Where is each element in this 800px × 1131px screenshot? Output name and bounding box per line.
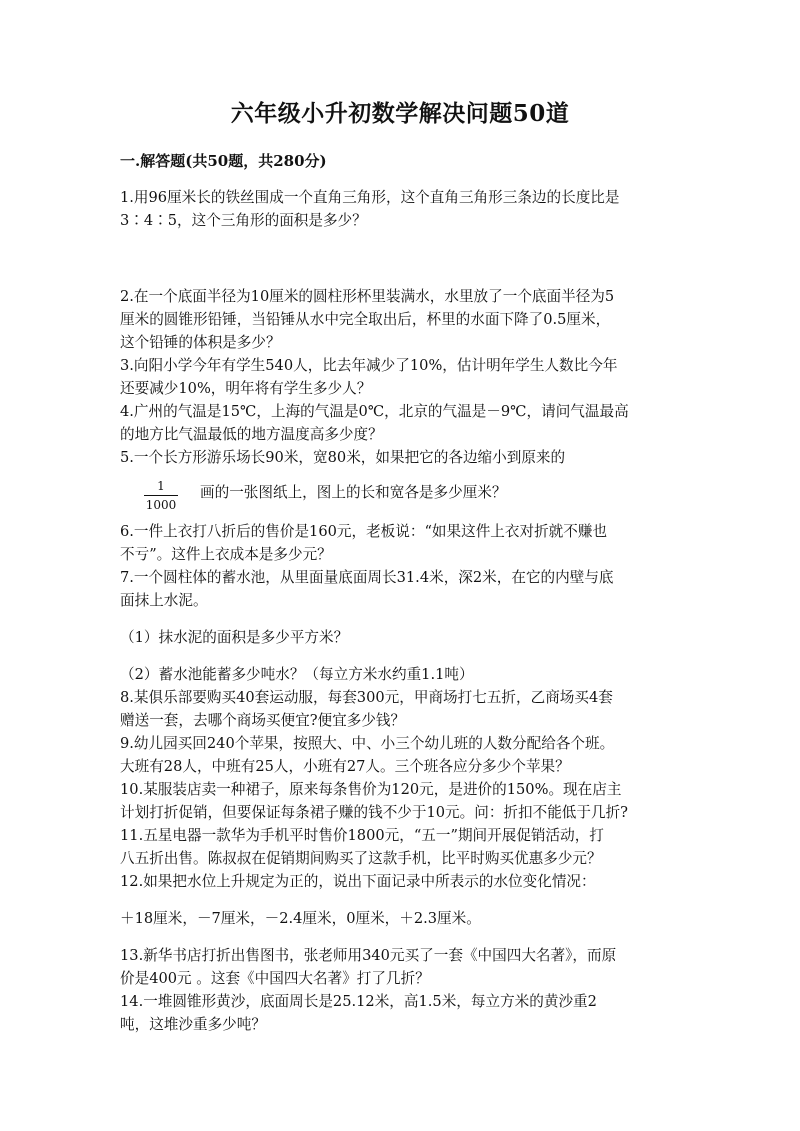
question-4-line-2: 的地方比气温最低的地方温度高多少度？ [120, 426, 383, 443]
section-heading: 一.解答题(共50题，共280分) [120, 152, 327, 170]
question-2-line-3: 这个铅锤的体积是多少？ [120, 334, 281, 351]
question-13-line-2: 价是400元 。这套《中国四大名著》打了几折？ [120, 970, 430, 987]
question-3-line-1: 3.向阳小学今年有学生540人，比去年减少了10%，估计明年学生人数比今年 [120, 357, 618, 374]
question-4-line-1: 4.广州的气温是15℃，上海的气温是0℃，北京的气温是－9℃，请问气温最高 [120, 403, 629, 420]
question-8-line-1: 8.某俱乐部要购买40套运动服，每套300元，甲商场打七五折，乙商场买4套 [120, 689, 613, 706]
question-7-subquestion-1: （1）抹水泥的面积是多少平方米？ [120, 629, 349, 646]
question-13-line-1: 13.新华书店打折出售图书，张老师用340元买了一套《中国四大名著》，而原 [120, 947, 617, 964]
question-6-line-1: 6.一件上衣打八折后的售价是160元，老板说：“如果这件上衣对折就不赚也 [120, 523, 608, 540]
question-3-line-2: 还要减少10%，明年将有学生多少人？ [120, 380, 372, 397]
question-9-line-2: 大班有28人，中班有25人，小班有27人。三个班各应分多少个苹果？ [120, 758, 570, 775]
question-1-line-2: 3∶4∶5，这个三角形的面积是多少？ [120, 212, 367, 229]
question-5-line-1: 5.一个长方形游乐场长90米，宽80米，如果把它的各边缩小到原来的 [120, 449, 566, 466]
question-5-line-2: 画的一张图纸上，图上的长和宽各是多少厘米？ [200, 484, 507, 501]
question-12-line-1: 12.如果把水位上升规定为正的，说出下面记录中所表示的水位变化情况： [120, 873, 596, 890]
question-12-line-2: ＋18厘米，－7厘米，－2.4厘米，0厘米，＋2.3厘米。 [120, 910, 481, 927]
page-title: 六年级小升初数学解决问题50道 [230, 100, 570, 127]
fraction-denominator: 1000 [145, 498, 177, 512]
question-2-line-2: 厘米的圆锥形铅锤，当铅锤从水中完全取出后，杯里的水面下降了0.5厘米， [120, 311, 611, 328]
question-10-line-2: 计划打折促销，但要保证每条裙子赚的钱不少于10元。问：折扣不能低于几折? [120, 804, 628, 821]
question-11-line-1: 11.五星电器一款华为手机平时售价1800元，“五一”期间开展促销活动，打 [120, 827, 604, 844]
question-2-line-1: 2.在一个底面半径为10厘米的圆柱形杯里装满水，水里放了一个底面半径为5 [120, 288, 615, 305]
scale-fraction [144, 478, 178, 513]
question-9-line-1: 9.幼儿园买回240个苹果，按照大、中、小三个幼儿班的人数分配给各个班。 [120, 735, 615, 752]
fraction-numerator: 1 [144, 478, 178, 496]
question-14-line-1: 14.一堆圆锥形黄沙，底面周长是25.12米，高1.5米，每立方米的黄沙重2 [120, 993, 597, 1010]
question-11-line-2: 八五折出售。陈叔叔在促销期间购买了这款手机，比平时购买优惠多少元？ [120, 850, 602, 867]
question-14-line-2: 吨，这堆沙重多少吨？ [120, 1016, 266, 1033]
question-6-line-2: 不亏”。这件上衣成本是多少元？ [120, 546, 332, 563]
question-10-line-1: 10.某服装店卖一种裙子，原来每条售价为120元，是进价的150%。现在店主 [120, 781, 622, 798]
question-7-line-2: 面抹上水泥。 [120, 592, 208, 609]
question-7-line-1: 7.一个圆柱体的蓄水池，从里面量底面周长31.4米，深2米，在它的内壁与底 [120, 569, 614, 586]
question-1-line-1: 1.用96厘米长的铁丝围成一个直角三角形，这个直角三角形三条边的长度比是 [120, 189, 620, 206]
question-8-line-2: 赠送一套，去哪个商场买便宜?便宜多少钱？ [120, 712, 406, 729]
question-7-subquestion-2: （2）蓄水池能蓄多少吨水？（每立方米水约重1.1吨） [120, 666, 474, 683]
